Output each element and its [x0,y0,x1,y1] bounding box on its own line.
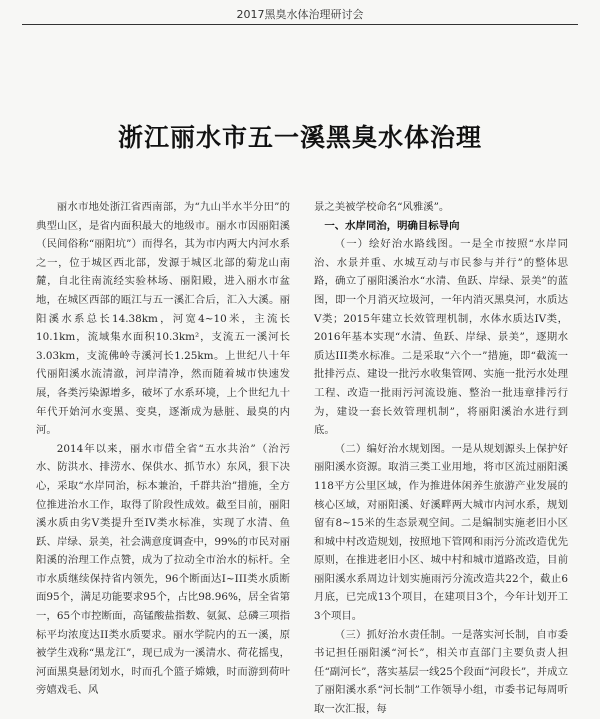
page-title: 浙江丽水市五一溪黑臭水体治理 [117,123,482,152]
body-paragraph: 丽水市地处浙江省西南部，为“九山半水半分田”的典型山区，是省内面积最大的地级市。丽水市因丽阳溪（民间俗称“丽阳坑”）而得名，其为市内两大内河水系之一，位于城区西北部，发源于城区北部的菊龙山南麓，自北往南流经实验林场、丽阳殿，进入丽水市盆地，在城区西部的瓯江与五一溪汇合后，汇入大溪。丽阳溪水系总长14.38km，河宽4~10米，主流长10.1km，流域集水面积10.3km²，支流五一溪河长3.03km，支流佛岭寺溪河长1.25km。上世纪八十年代丽阳溪水流清澈，河岸清净，然而随着城市快速发展，各类污染源增多，破坏了水系环境，上个世纪九十年代开始河水变黑、变臭，逐渐成为悬脏、最臭的内河。 [36,201,290,437]
body-paragraph: （三）抓好治水责任制。一是落实河长制，自市委书记担任丽阳溪“河长”，相关市直部门主要负责人担任“副河长”，落实基层一线25个段面“河段长”，并成立了丽阳溪水系“河长制”工作领导小组，市委书记每周听取一次汇报，每 [314,628,568,716]
body-paragraph: （一）绘好治水路线图。一是全市按照“水岸同治、水景并重、水城互动与市民参与并行”的整体思路，确立了丽阳溪治水“水清、鱼跃、岸绿、景美”的蓝图，即一个月消灭垃圾河，一年内消灭黑臭河，水质达V类；2015年建立长效管理机制，水体水质达IV类，2016年基本实现“水清、鱼跃、岸绿、景美”，逐期水质达III类水标准。二是采取“六个一”措施，即“截流一批排污点、建设一批污水收集管网、实施一批污水处理工程、改造一批雨污河流设施、整治一批违章排污行为，建设一套长效管理机制”，将丽阳溪治水进行到底。 [314,238,568,437]
body-paragraph: （二）编好治水规划图。一是从规划源头上保护好丽阳溪水资源。取消三类工业用地，将市区流过丽阳溪118平方公里区域，作为推进体闲养生旅游产业发展的核心区域，对丽阳溪、好溪畔两大城市内河水系，规划留有8~15米的生态景观空间。二是编制实施老旧小区和城中村改造规划，按照地下管网和雨污分流改造优先原则，在推进老旧小区、城中村和城市道路改造，目前丽阳溪水系周边计划实施雨污分流改造共22个，截止6月底，已完成13个项目，在建项目3个，今年计划开工3个项目。 [314,442,568,623]
body-paragraph: 景之美被学校命名“风雅溪”。 [314,201,450,213]
running-header: 2017黑臭水体治理研讨会 [236,8,364,21]
header-rule [22,24,578,25]
left-column [36,198,290,700]
right-column [314,198,568,719]
body-paragraph: 2014年以来，丽水市借全省“五水共治”（治污水、防洪水、排涝水、保供水、抓节水）东风，狠下决心，采取“水岸同治，标本兼治，千群共治”措施，全方位推进治水工作，取得了阶段性成效。截至目前，丽阳溪水质由劣V类提升至IV类水标准，实现了水清、鱼跃、岸绿、景美，社会满意度调查中，99%的市民对丽阳溪的治理工作点赞，成为了拉动全市治水的标杆。全市水质继续保持省内领先，96个断面达I~III类水质断面95个，满足功能要求95个，占比98.96%，居全省第一，65个市控断面，高锰酸盐指数、氨氮、总磷三项指标平均浓度达II类水质要求。丽水学院内的五一溪，原被学生戏称“黑龙江”，现已成为一溪清水、荷花摇曳，河面黑臭悬闭划水，时而孔个篮子嫦娥，时而游到荷叶旁嬉戏毛、风 [36,442,290,697]
section-heading: 一、水岸同治，明确目标导向 [324,219,460,232]
